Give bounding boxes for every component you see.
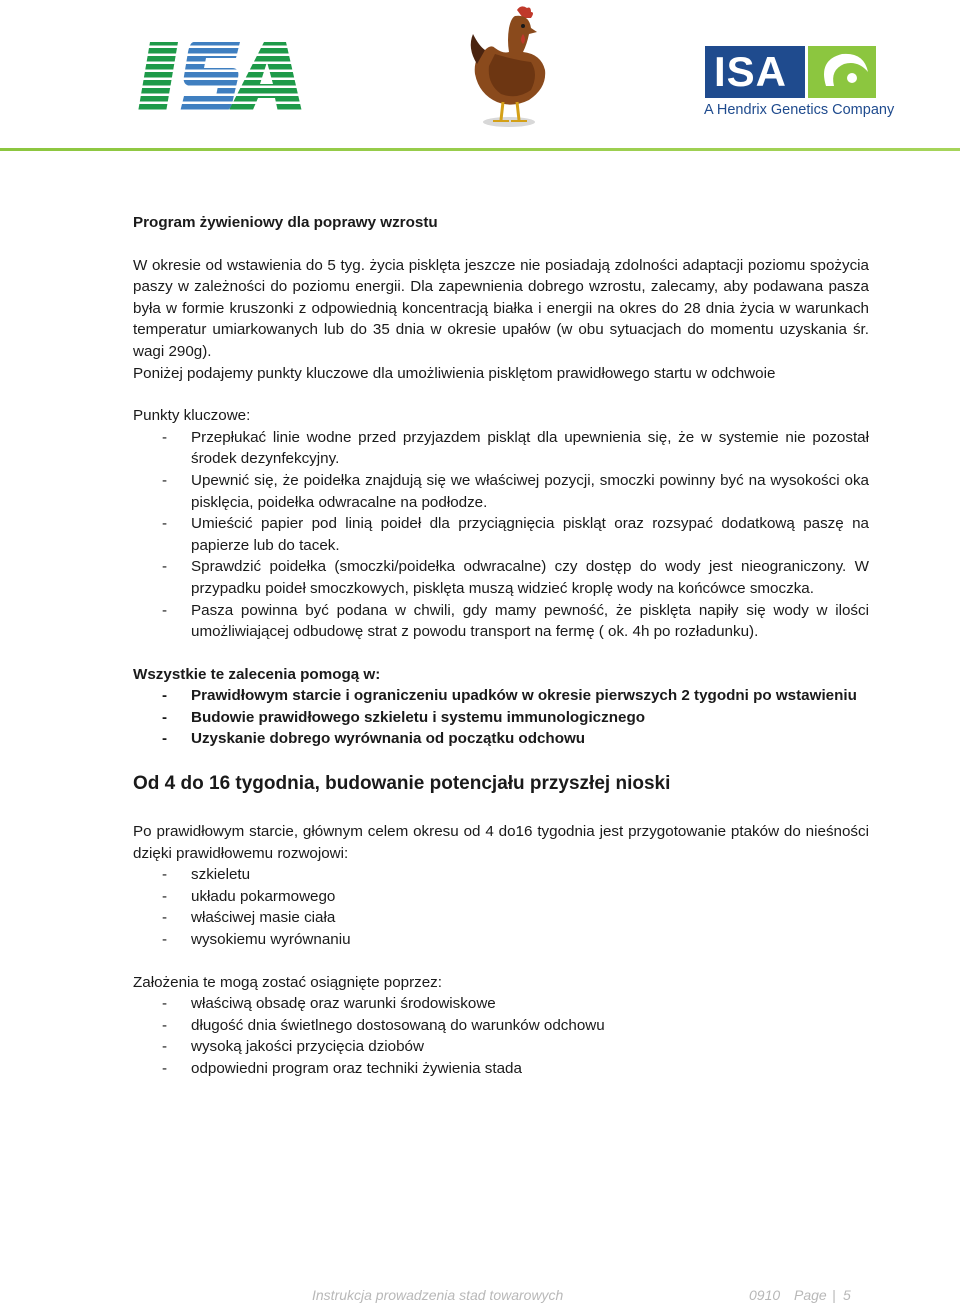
footer-code: 0910 xyxy=(749,1287,781,1303)
list-item-text: szkieletu xyxy=(191,866,251,884)
list-item: - właściwej masie ciała xyxy=(162,909,336,927)
list-item: - Budowie prawidłowego szkieletu i systemu immunologicznego xyxy=(162,708,646,726)
list-item: - długość dnia świetlnego dostosowaną do warunków odchowu xyxy=(162,1016,605,1034)
list-item-text: właściwej masie ciała xyxy=(191,909,336,927)
logo-tagline: A Hendrix Genetics Company xyxy=(704,102,895,118)
intro-paragraph-2: Poniżej podajemy punkty kluczowe dla umożliwienia pisklętom prawidłowego startu w odchwoie xyxy=(133,364,776,382)
benefits-label: Wszystkie te zalecenia pomogą w: xyxy=(133,665,381,683)
list-item-text: Prawidłowym starcie i ograniczeniu upadków w okresie pierwszych 2 tygodni po wstawieniu xyxy=(191,687,857,705)
key-points-list xyxy=(133,427,869,643)
list-item-text: Pasza powinna być podana w chwili, gdy mamy pewność, że pisklęta napiły się wody w ilości umożliwiającej odbudowę strat z powodu transport na fermę ( ok. 4h po rozładunku). xyxy=(191,601,869,641)
list-item-text: Sprawdzić poidełka (smoczki/poidełka odwracalne) czy dostęp do wody jest nieograniczony. W przypadku poideł smoczkowych, pisklęta muszą widzieć kroplę wody na końcówce smoczka. xyxy=(191,558,869,597)
list-item: - wysokiemu wyrównaniu xyxy=(162,931,351,949)
list-item: - Uzyskanie dobrego wyrównania od początku odchowu xyxy=(162,730,586,748)
egg-swoosh-icon xyxy=(808,46,876,98)
logo-isa-text: ISA xyxy=(714,48,788,95)
document-body xyxy=(133,212,869,1080)
footer-page-number: 5 xyxy=(843,1287,851,1303)
section-title: Program żywieniowy dla poprawy wzrostu xyxy=(133,214,438,231)
list-item: - wysoką jakości przycięcia dziobów xyxy=(162,1038,424,1056)
list-item-text: Umieścić papier pod linią poideł dla przyciągnięcia piskląt oraz rozsypać dodatkową paszę na papierze lub do tacek. xyxy=(191,515,869,554)
assumptions-list xyxy=(133,993,869,1079)
list-item: - odpowiedni program oraz techniki żywienia stada xyxy=(162,1060,522,1077)
footer-separator: | xyxy=(832,1287,836,1303)
header-divider xyxy=(0,148,960,151)
list-item: - Umieścić papier pod linią poideł dla przyciągnięcia piskląt oraz rozsypać dodatkową paszę na papierze lub do tacek. xyxy=(162,515,869,554)
list-item: - szkieletu xyxy=(162,866,251,884)
isa-striped-logo xyxy=(136,40,304,114)
footer-title: Instrukcja prowadzenia stad towarowych xyxy=(312,1287,564,1303)
logo-green-block xyxy=(808,46,876,98)
hen-illustration xyxy=(465,4,551,132)
list-item: - Przepłukać linie wodne przed przyjazdem piskląt dla upewnienia się, że w systemie nie pozostał środek dezynfekcyjny. xyxy=(162,428,869,468)
list-item-text: Przepłukać linie wodne przed przyjazdem piskląt dla upewnienia się, że w systemie nie pozostał środek dezynfekcyjny. xyxy=(191,428,869,468)
list-item: - Sprawdzić poidełka (smoczki/poidełka odwracalne) czy dostęp do wody jest nieograniczony. W przypadku poideł smoczkowych, pisklęta muszą widzieć kroplę wody na końcówce smoczka. xyxy=(162,558,869,597)
list-item-text: układu pokarmowego xyxy=(191,887,336,905)
footer-page-label: Page xyxy=(794,1287,827,1303)
list-item: - układu pokarmowego xyxy=(162,887,336,905)
list-item: - Prawidłowym starcie i ograniczeniu upadków w okresie pierwszych 2 tygodni po wstawieniu xyxy=(162,687,857,705)
list-item: - Upewnić się, że poidełka znajdują się we właściwej pozycji, smoczki powinny być na wysokości oka pisklęcia, poidełka odwracalne na podłodze. xyxy=(162,471,869,511)
list-item-text: Budowie prawidłowego szkieletu i systemu immunologicznego xyxy=(191,708,646,726)
list-item-text: właściwą obsadę oraz warunki środowiskowe xyxy=(191,995,496,1013)
list-item: - Pasza powinna być podana w chwili, gdy mamy pewność, że pisklęta napiły się wody w ilości umożliwiającej odbudowę strat z powodu transport na fermę ( ok. 4h po rozładunku). xyxy=(162,601,869,641)
intro-paragraph: W okresie od wstawienia do 5 tyg. życia pisklęta jeszcze nie posiadają zdolności adaptacji poziomu spożycia paszy w zależności do poziomu energii. Dla zapewnienia dobrego wzrostu, zalecamy, aby podawana pasza była w formie kruszonki z odpowiednią koncentracją białka i energii na okres do 28 dnia życia w warunkach temperatur umiarkowanych lub do 35 dnia w okresie upałów (w obu sytuacjach do momentu uzyskania śr. wagi 290g). xyxy=(133,256,869,360)
isa-hendrix-logo xyxy=(702,44,895,124)
list-item: - właściwą obsadę oraz warunki środowiskowe xyxy=(162,995,496,1013)
development-list xyxy=(133,864,869,950)
list-item-text: Upewnić się, że poidełka znajdują się we właściwej pozycji, smoczki powinny być na wysokości oka pisklęcia, poidełka odwracalne na podłodze. xyxy=(191,471,869,511)
benefits-list xyxy=(133,685,869,750)
list-item-text: długość dnia świetlnego dostosowaną do warunków odchowu xyxy=(191,1016,605,1034)
section2-intro: Po prawidłowym starcie, głównym celem okresu od 4 do16 tygodnia jest przygotowanie ptaków do nieśności dzięki prawidłowemu rozwojowi: xyxy=(133,823,869,862)
list-item-text: odpowiedni program oraz techniki żywienia stada xyxy=(191,1060,522,1077)
section-heading: Od 4 do 16 tygodnia, budowanie potencjału przyszłej nioski xyxy=(133,773,671,795)
list-item-text: wysoką jakości przycięcia dziobów xyxy=(191,1038,424,1056)
assumptions-label: Założenia te mogą zostać osiągnięte poprzez: xyxy=(133,973,442,991)
key-points-label: Punkty kluczowe: xyxy=(133,407,251,425)
list-item-text: wysokiemu wyrównaniu xyxy=(191,931,351,949)
page-header xyxy=(0,0,960,155)
list-item-text: Uzyskanie dobrego wyrównania od początku odchowu xyxy=(191,730,586,748)
